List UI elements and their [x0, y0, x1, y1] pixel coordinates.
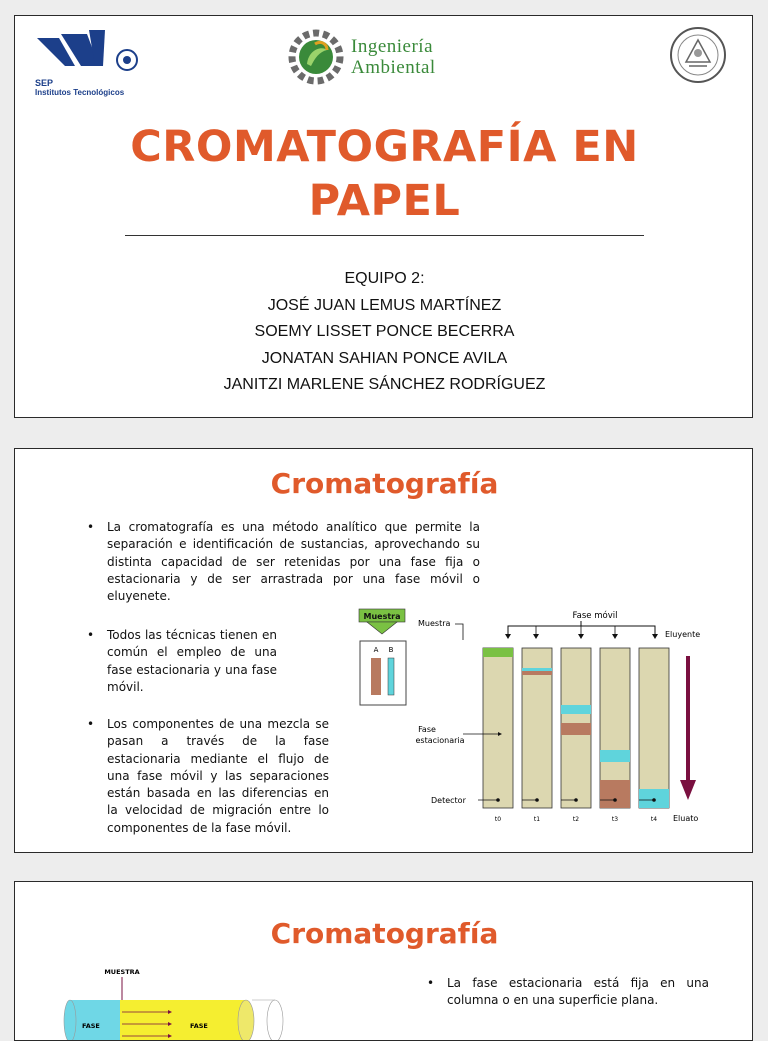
- eluyente-label: Eluyente: [665, 630, 701, 639]
- bullet-text: Los componentes de una mezcla se pasan a través de la fase estacionaria mediante el flujo de una fase móvil y las separaciones están basada en las diferencias en la velocidad de migración entre lo componentes de la fase móvil.: [107, 717, 329, 835]
- ia-line1: Ingeniería: [351, 36, 434, 57]
- column-t4: [639, 648, 669, 808]
- bullet-dot: •: [427, 976, 435, 990]
- title-line1: CROMATOGRAFÍA EN: [130, 122, 639, 172]
- arrow-down-icon: [367, 622, 397, 634]
- column-t3: [600, 648, 630, 808]
- title-divider: [125, 235, 644, 236]
- slide-cromatografia-2: [14, 881, 753, 1041]
- bullet-dot: •: [87, 520, 95, 534]
- time-label: t4: [650, 816, 658, 823]
- bullet-dot: •: [87, 717, 95, 731]
- fase-right-label: FASE: [190, 1022, 208, 1030]
- gear-leaf-icon: [285, 26, 347, 88]
- team-list: [15, 266, 753, 399]
- sep-label: SEP: [35, 78, 54, 88]
- sep-subtitle: Institutos Tecnológicos: [35, 88, 125, 97]
- bullet-text: La fase estacionaria está fija en una columna o en una superficie plana.: [447, 976, 709, 1008]
- slide-title: Cromatografía: [270, 467, 499, 500]
- sep-emblem-icon: [35, 26, 145, 78]
- bullet-dot: •: [87, 628, 95, 642]
- phase-cyan: [70, 1000, 120, 1041]
- time-label: t0: [494, 816, 502, 823]
- slide-cromatografia-1: [14, 448, 753, 853]
- institute-seal: [669, 26, 727, 84]
- bullet-text: Todos las técnicas tienen en común el empleo de una fase estacionaria y una fase móvil.: [107, 628, 277, 694]
- phase-yellow: [120, 1000, 246, 1041]
- lane-a-label: A: [373, 646, 379, 654]
- member-name: JONATAN SAHIAN PONCE AVILA: [261, 349, 508, 367]
- lane-a-band: [371, 658, 381, 695]
- time-label: t2: [572, 816, 580, 823]
- bullet-text: La cromatografía es una método analítico que permite la separación e identificación de sustancias, aprovechando su distinta capacidad de ser retenidas por una fase fija o estacionaria y de ser arrastrada por una fase móvil o eluyenete.: [107, 520, 480, 604]
- member-name: JOSÉ JUAN LEMUS MARTÍNEZ: [267, 296, 502, 314]
- eluato-arrow-shaft: [686, 656, 690, 780]
- member-name: SOEMY LISSET PONCE BECERRA: [254, 323, 515, 340]
- bullet-item: [427, 975, 709, 1010]
- time-label: t3: [611, 816, 619, 823]
- slide-title: Cromatografía: [270, 917, 499, 950]
- chromatography-diagram: [345, 604, 715, 834]
- fase-estacionaria-label-1: Fase: [418, 725, 436, 734]
- fase-left-label: FASE: [82, 1022, 100, 1030]
- column-diagram: [60, 962, 290, 1041]
- bullet-item: [87, 519, 480, 605]
- ia-line2: Ambiental: [351, 57, 436, 78]
- seal-icon: [669, 26, 727, 84]
- lane-b-label: B: [388, 646, 394, 654]
- muestra-label: Muestra: [418, 619, 451, 628]
- ingenieria-ambiental-logo: [285, 26, 485, 88]
- member-name: JANITZI MARLENE SÁNCHEZ RODRÍGUEZ: [223, 376, 546, 393]
- muestra-label: MUESTRA: [104, 968, 140, 976]
- time-label: t1: [533, 816, 541, 823]
- column-t2: [561, 648, 591, 808]
- bullet-item: [87, 627, 277, 696]
- detector-label: Detector: [431, 796, 466, 805]
- fase-movil-label: Fase móvil: [572, 611, 618, 621]
- eluato-arrow-icon: [680, 780, 696, 800]
- column-t0: [483, 648, 513, 808]
- team-label: EQUIPO 2:: [344, 270, 425, 287]
- fase-estacionaria-label-2: estacionaria: [415, 736, 465, 745]
- slide-title: [14, 15, 753, 418]
- muestra-box-label: Muestra: [363, 612, 401, 621]
- eluato-label: Eluato: [673, 814, 699, 823]
- muestra-pointer: [455, 624, 463, 640]
- column-t1: [522, 648, 552, 808]
- title-line2: PAPEL: [308, 176, 461, 226]
- bullet-item: [87, 716, 329, 837]
- lane-b-band: [388, 658, 394, 695]
- paper-strip: [360, 641, 406, 705]
- fase-movil-bracket: [508, 626, 655, 634]
- sep-logo: [35, 26, 160, 96]
- main-title: [15, 120, 753, 228]
